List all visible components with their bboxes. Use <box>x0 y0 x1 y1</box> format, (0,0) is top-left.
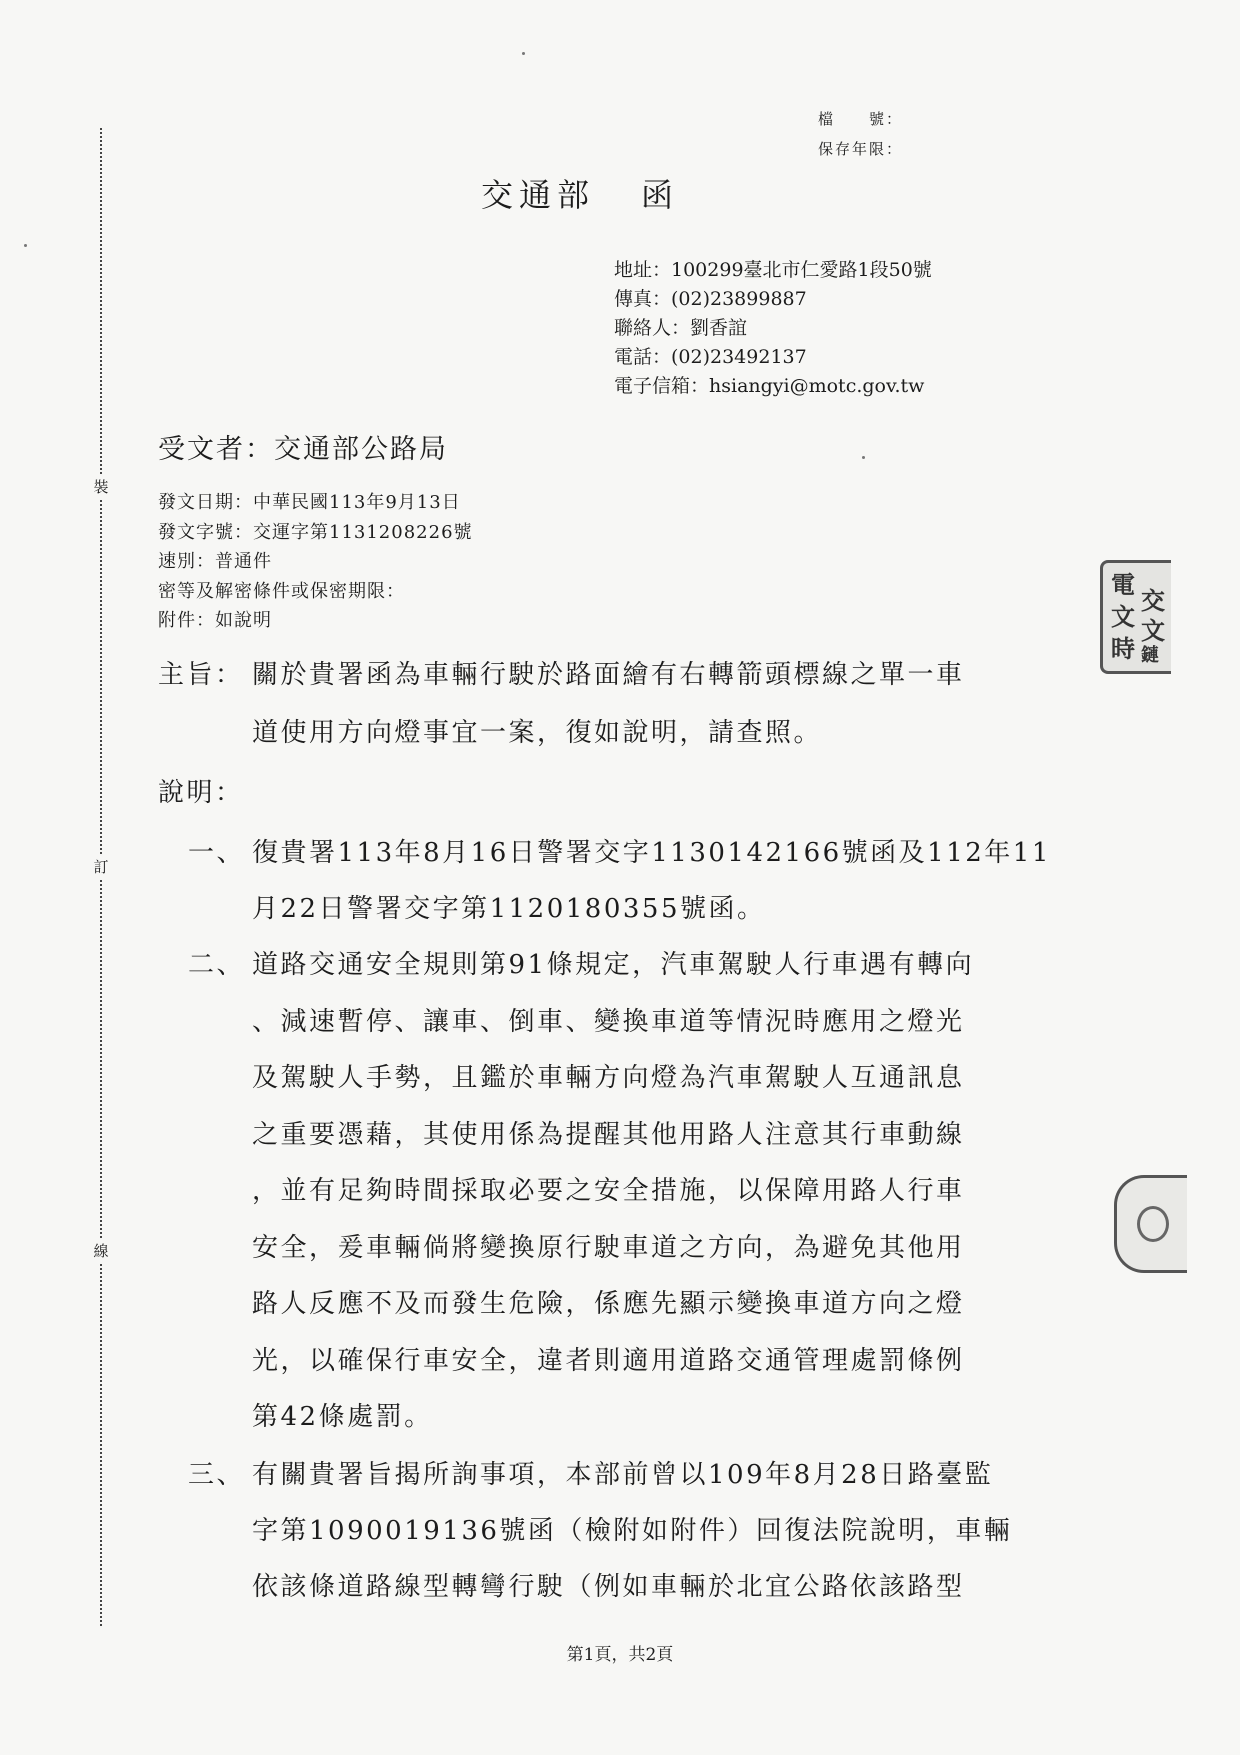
seal-char: 交 <box>1141 586 1165 615</box>
seal-char: 文 <box>1111 602 1135 631</box>
recipient: 受文者：交通部公路局 <box>158 434 448 465</box>
item-marker: 二、 <box>188 950 246 980</box>
phone: 電話：(02)23492137 <box>614 346 807 368</box>
scan-speck <box>862 456 865 459</box>
seal-char: 文 <box>1141 616 1165 645</box>
item-line: 字第1090019136號函（檢附如附件）回復法院說明，車輛 <box>252 1516 1013 1546</box>
item-line: 月22日警署交字第1120180355號函。 <box>252 894 766 924</box>
item-marker: 一、 <box>188 838 246 868</box>
seal-char: 電 <box>1111 570 1135 599</box>
item-line: 有關貴署旨揭所詢事項，本部前曾以109年8月28日路臺監 <box>252 1460 994 1490</box>
page-number: 第1頁，共2頁 <box>566 1645 674 1665</box>
item-line: 安全，爰車輛倘將變換原行駛車道之方向，為避免其他用 <box>252 1233 965 1263</box>
attachment: 附件：如說明 <box>158 610 272 631</box>
subject-line: 道使用方向燈事宜一案，復如說明，請查照。 <box>252 718 823 748</box>
contact-person: 聯絡人：劉香誼 <box>614 317 748 339</box>
fax: 傳真：(02)23899887 <box>614 288 807 310</box>
address: 地址：100299臺北市仁愛路1段50號 <box>614 259 932 281</box>
item-marker: 三、 <box>188 1460 246 1490</box>
retention-label: 保存年限： <box>818 140 904 158</box>
item-line: 光，以確保行車安全，違者則適用道路交通管理處罰條例 <box>252 1346 965 1376</box>
speed: 速別：普通件 <box>158 551 272 572</box>
binding-mark-xian: 線 <box>93 1242 109 1260</box>
page-title <box>0 170 1160 216</box>
item-line: 之重要憑藉，其使用係為提醒其他用路人注意其行車動線 <box>252 1120 965 1150</box>
seal-char: 時 <box>1111 634 1135 663</box>
issue-number: 發文字號：交運字第1131208226號 <box>158 521 473 543</box>
file-info <box>818 104 903 164</box>
item-line: 第42條處罰。 <box>252 1402 433 1432</box>
contact-block <box>614 256 932 401</box>
item-line: 依該條道路線型轉彎行駛（例如車輛於北宜公路依該路型 <box>252 1572 965 1602</box>
explanation-label: 說明： <box>158 778 244 808</box>
item-line: 、減速暫停、讓車、倒車、變換車道等情況時應用之燈光 <box>252 1007 965 1037</box>
binding-mark-ding: 訂 <box>93 858 109 876</box>
email: 電子信箱：hsiangyi@motc.gov.tw <box>614 375 925 397</box>
item-line: 及駕駛人手勢，且鑑於車輛方向燈為汽車駕駛人互通訊息 <box>252 1063 965 1093</box>
item-line: ，並有足夠時間採取必要之安全措施，以保障用路人行車 <box>252 1176 965 1206</box>
issue-date: 發文日期：中華民國113年9月13日 <box>158 492 461 513</box>
seal-gear-icon <box>1114 1175 1187 1273</box>
seal-stamp <box>1100 560 1171 674</box>
seal-char: 鏈 <box>1141 645 1159 666</box>
title-doc-type: 函 <box>641 176 680 214</box>
secrecy: 密等及解密條件或保密期限： <box>158 580 405 602</box>
binding-mark-zhuang: 裝 <box>93 478 109 496</box>
item-line: 路人反應不及而發生危險，係應先顯示變換車道方向之燈 <box>252 1289 965 1319</box>
file-number-label: 檔 號： <box>818 110 904 128</box>
title-org: 交通部 <box>480 176 595 214</box>
item-line: 復貴署113年8月16日警署交字1130142166號函及112年11 <box>252 838 1051 868</box>
subject-label: 主旨： <box>158 660 244 690</box>
meta-block <box>158 488 473 636</box>
item-line: 道路交通安全規則第91條規定，汽車駕駛人行車遇有轉向 <box>252 950 975 980</box>
scan-speck <box>24 244 27 247</box>
scan-speck <box>522 52 525 55</box>
subject-line: 關於貴署函為車輛行駛於路面繪有右轉箭頭標線之單一車 <box>252 660 965 690</box>
